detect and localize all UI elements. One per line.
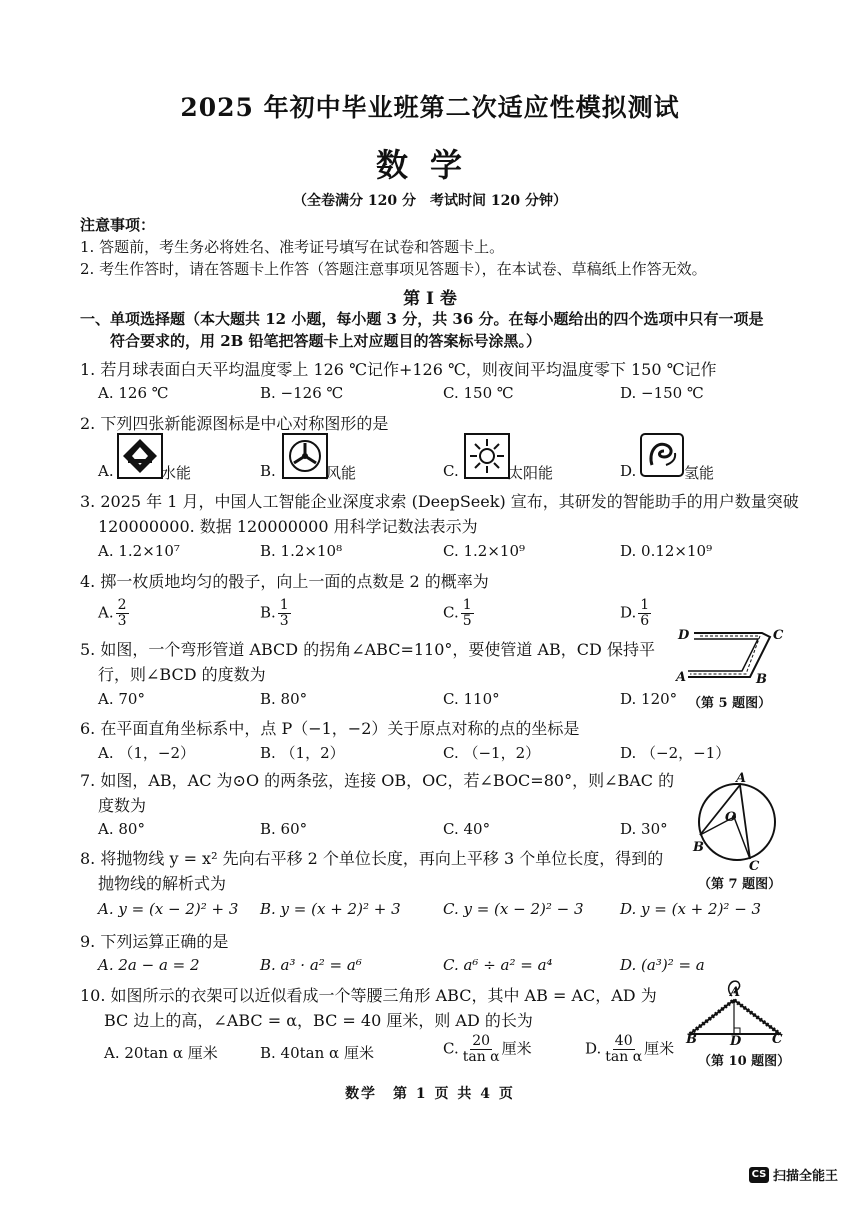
q9-option-b: B. a³ · a² = a⁶ xyxy=(260,956,362,974)
figure-7-caption: （第 7 题图） xyxy=(698,877,782,892)
q7-option-c: C. 40° xyxy=(443,820,491,838)
q2-label-a: 水能 xyxy=(161,464,192,482)
exam-title: 2025 年初中毕业班第二次适应性模拟测试 xyxy=(180,93,680,122)
q1-option-a: A. 126 ℃ xyxy=(98,384,169,402)
question-8-stem: 8. 将抛物线 y = x² 先向右平移 2 个单位长度，再向上平移 3 个单位长度，得到的 xyxy=(80,849,664,868)
option-letter: D. xyxy=(620,603,637,622)
question-3-stem-cont: 120000000. 数据 120000000 用科学记数法表示为 xyxy=(98,517,478,536)
question-10-stem-cont: BC 边上的高，∠ABC = α，BC = 40 厘米，则 AD 的长为 xyxy=(104,1011,533,1030)
circle-figure xyxy=(692,775,782,870)
denominator: 6 xyxy=(640,613,650,629)
q2-option-d: D. xyxy=(620,462,637,480)
point-d-label: D xyxy=(730,1034,742,1049)
point-a-label: A xyxy=(730,985,741,1000)
point-d-label: D xyxy=(678,628,690,643)
q7-option-b: B. 60° xyxy=(260,820,308,838)
q8-option-a: A. y = (x − 2)² + 3 xyxy=(98,900,239,918)
q5-option-b: B. 80° xyxy=(260,690,308,708)
question-5-stem-cont: 行，则∠BCD 的度数为 xyxy=(98,665,266,684)
q5-option-d: D. 120° xyxy=(620,690,678,708)
q6-option-d: D. （−2，−1） xyxy=(620,744,731,762)
scanner-name: 扫描全能王 xyxy=(772,1169,838,1184)
numerator: 1 xyxy=(640,597,650,613)
q6-option-c: C. （−1，2） xyxy=(443,744,541,762)
section-heading-cont: 符合要求的，用 2B 铅笔把答题卡上对应题目的答案标号涂黑。） xyxy=(110,332,542,350)
point-a-label: A xyxy=(736,771,747,786)
q8-option-d: D. y = (x + 2)² − 3 xyxy=(620,900,762,918)
unit: 厘米 xyxy=(644,1039,675,1058)
q2-label-c: 太阳能 xyxy=(508,464,554,482)
q10-option-b: B. 40tan α 厘米 xyxy=(260,1044,374,1062)
notes-heading: 注意事项： xyxy=(80,216,156,234)
denominator: 3 xyxy=(117,613,127,629)
q2-option-b: B. xyxy=(260,462,276,480)
fraction xyxy=(278,598,291,629)
point-o-label: O xyxy=(725,810,737,825)
scanner-watermark xyxy=(749,1165,838,1184)
q3-option-b: B. 1.2×10⁸ xyxy=(260,542,343,560)
numerator: 20 xyxy=(472,1033,491,1049)
question-9-stem: 9. 下列运算正确的是 xyxy=(80,932,229,951)
q4-option-d xyxy=(620,598,651,629)
figure-5-caption: （第 5 题图） xyxy=(688,696,772,711)
numerator: 1 xyxy=(462,597,472,613)
q2-option-a: A. xyxy=(98,462,114,480)
fraction xyxy=(603,1034,644,1065)
option-letter: B. xyxy=(260,603,276,622)
q5-option-a: A. 70° xyxy=(98,690,145,708)
q1-option-d: D. −150 ℃ xyxy=(620,384,704,402)
q2-label-d: 氢能 xyxy=(684,464,715,482)
volume-title: 第 Ⅰ 卷 xyxy=(403,289,457,309)
point-c-label: C xyxy=(749,859,760,874)
question-3-stem: 3. 2025 年 1 月，中国人工智能企业深度求索 (DeepSeek) 宣布，其研发的智能助手的用户数量突破 xyxy=(80,492,799,511)
question-7-stem-cont: 度数为 xyxy=(98,796,147,815)
question-5-stem: 5. 如图，一个弯形管道 ABCD 的拐角∠ABC=110°，要使管道 AB，CD 保持平 xyxy=(80,640,655,659)
exam-meta: （全卷满分 120 分 考试时间 120 分钟） xyxy=(293,193,567,209)
option-letter: A. xyxy=(98,603,114,622)
point-b-label: B xyxy=(693,840,704,855)
fraction xyxy=(461,598,474,629)
q5-option-c: C. 110° xyxy=(443,690,500,708)
note-item: 2. 考生作答时，请在答题卡上作答（答题注意事项见答题卡），在本试卷、草稿纸上作答无效。 xyxy=(80,260,707,278)
denominator: 5 xyxy=(462,613,472,629)
point-b-label: B xyxy=(756,672,767,687)
figure-10-caption: （第 10 题图） xyxy=(698,1054,791,1069)
hydropower-icon xyxy=(117,433,163,479)
q10-option-a: A. 20tan α 厘米 xyxy=(104,1044,218,1062)
note-item: 1. 答题前，考生务必将姓名、准考证号填写在试卷和答题卡上。 xyxy=(80,238,505,256)
q7-option-a: A. 80° xyxy=(98,820,145,838)
fraction xyxy=(116,598,129,629)
fraction xyxy=(638,598,651,629)
numerator: 2 xyxy=(117,597,127,613)
q8-option-b: B. y = (x + 2)² + 3 xyxy=(260,900,401,918)
q3-option-c: C. 1.2×10⁹ xyxy=(443,542,526,560)
q2-label-b: 风能 xyxy=(326,464,357,482)
q4-option-c xyxy=(443,598,474,629)
q9-option-a: A. 2a − a = 2 xyxy=(98,956,200,974)
q1-option-c: C. 150 ℃ xyxy=(443,384,514,402)
scanner-logo-icon: CS xyxy=(749,1167,769,1183)
question-2-stem: 2. 下列四张新能源图标是中心对称图形的是 xyxy=(80,414,389,433)
q2-option-c: C. xyxy=(443,462,459,480)
q4-option-a xyxy=(98,598,129,629)
wind-power-icon xyxy=(282,433,328,479)
q8-option-c: C. y = (x − 2)² − 3 xyxy=(443,900,584,918)
fraction xyxy=(461,1034,502,1065)
denominator: tan α xyxy=(462,1049,500,1065)
question-7-stem: 7. 如图，AB，AC 为⊙O 的两条弦，连接 OB，OC，若∠BOC=80°，则∠BAC 的 xyxy=(80,771,675,790)
q4-option-b xyxy=(260,598,291,629)
q9-option-d: D. (a³)² = a xyxy=(620,956,705,974)
unit: 厘米 xyxy=(501,1039,532,1058)
q10-option-d xyxy=(585,1034,674,1065)
q6-option-a: A. （1，−2） xyxy=(98,744,196,762)
option-letter: C. xyxy=(443,603,459,622)
numerator: 1 xyxy=(279,597,289,613)
subject-title: 数学 xyxy=(375,146,484,184)
denominator: tan α xyxy=(605,1049,643,1065)
denominator: 3 xyxy=(279,613,289,629)
option-letter: D. xyxy=(585,1039,602,1058)
option-letter: C. xyxy=(443,1039,459,1058)
solar-energy-icon xyxy=(464,433,510,479)
q10-option-c xyxy=(443,1034,532,1065)
point-a-label: A xyxy=(676,670,687,685)
q3-option-d: D. 0.12×10⁹ xyxy=(620,542,713,560)
question-8-stem-cont: 抛物线的解析式为 xyxy=(98,874,227,893)
point-b-label: B xyxy=(686,1032,697,1047)
q7-option-d: D. 30° xyxy=(620,820,668,838)
page-footer: 数学 第 1 页 共 4 页 xyxy=(345,1086,515,1102)
q9-option-c: C. a⁶ ÷ a² = a⁴ xyxy=(443,956,553,974)
q3-option-a: A. 1.2×10⁷ xyxy=(98,542,180,560)
point-c-label: C xyxy=(773,628,784,643)
question-4-stem: 4. 掷一枚质地均匀的骰子，向上一面的点数是 2 的概率为 xyxy=(80,572,489,591)
q6-option-b: B. （1，2） xyxy=(260,744,345,762)
question-10-stem: 10. 如图所示的衣架可以近似看成一个等腰三角形 ABC，其中 AB = AC，AD 为 xyxy=(80,986,657,1005)
section-heading: 一、单项选择题（本大题共 12 小题，每小题 3 分，共 36 分。在每小题给出的四个选项中只有一项是 xyxy=(80,310,764,328)
question-6-stem: 6. 在平面直角坐标系中，点 P（−1，−2）关于原点对称的点的坐标是 xyxy=(80,719,580,738)
question-1-stem: 1. 若月球表面白天平均温度零上 126 ℃记作+126 ℃，则夜间平均温度零下 150 ℃记作 xyxy=(80,360,717,379)
q1-option-b: B. −126 ℃ xyxy=(260,384,344,402)
point-c-label: C xyxy=(772,1032,783,1047)
numerator: 40 xyxy=(614,1033,633,1049)
hydrogen-energy-icon xyxy=(640,433,684,477)
